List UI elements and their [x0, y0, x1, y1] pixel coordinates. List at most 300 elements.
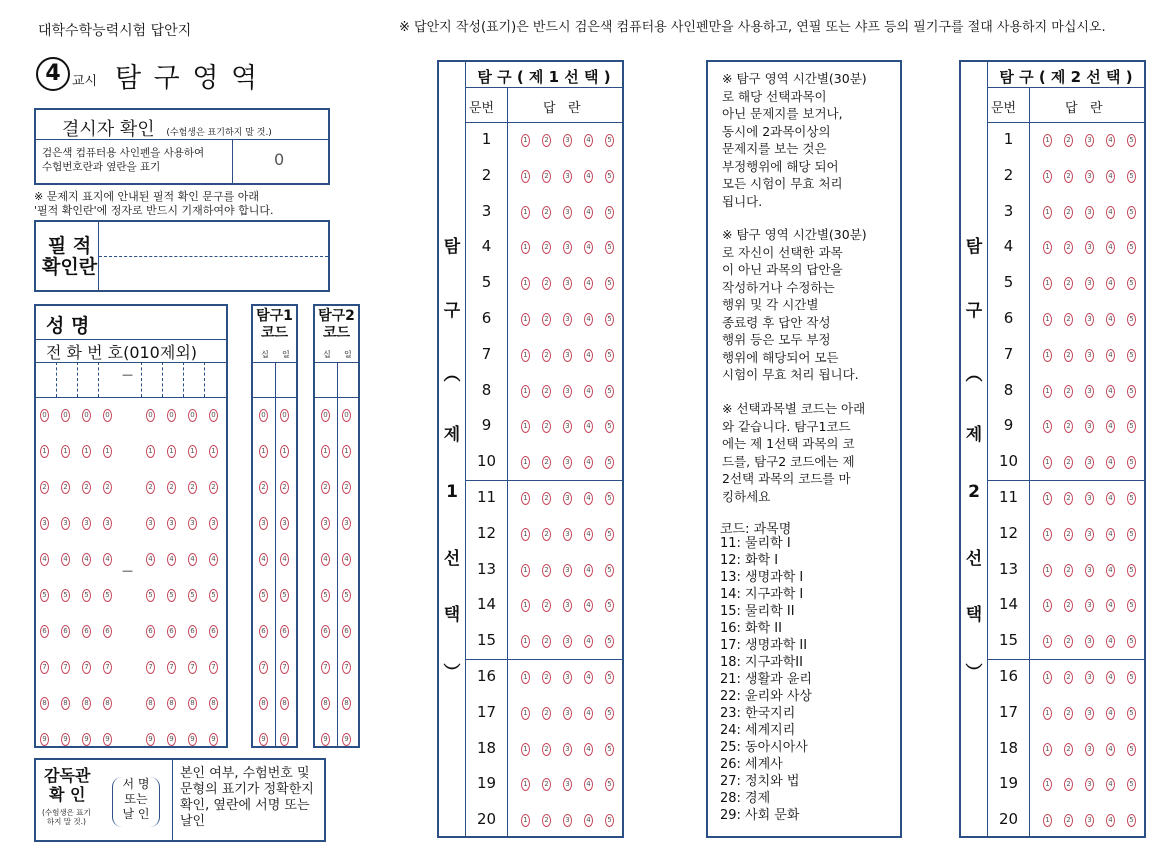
answer-bubble[interactable]: 5 [1127, 420, 1136, 433]
code-digit-bubble[interactable]: 3 [342, 517, 351, 530]
code-digit-bubble[interactable]: 2 [342, 481, 351, 494]
answer-bubble[interactable]: 4 [1106, 241, 1115, 254]
answer-bubble[interactable]: 4 [584, 778, 593, 791]
answer-bubble[interactable]: 2 [542, 385, 551, 398]
answer-bubble[interactable]: 5 [1127, 814, 1136, 827]
phone-digit-bubble[interactable]: 2 [103, 481, 112, 494]
code-digit-bubble[interactable]: 9 [259, 733, 268, 746]
answer-bubble[interactable]: 5 [1127, 277, 1136, 290]
phone-digit-bubble[interactable]: 9 [146, 733, 155, 746]
code-digit-bubble[interactable]: 4 [280, 553, 289, 566]
phone-digit-bubble[interactable]: 1 [188, 445, 197, 458]
answer-bubble[interactable]: 5 [605, 420, 614, 433]
answer-bubble[interactable]: 2 [1064, 277, 1073, 290]
phone-digit-bubble[interactable]: 7 [61, 661, 70, 674]
answer-bubble[interactable]: 3 [563, 456, 572, 469]
answer-bubble[interactable]: 1 [521, 170, 530, 183]
answer-bubble[interactable]: 4 [1106, 743, 1115, 756]
answer-bubble[interactable]: 5 [605, 349, 614, 362]
phone-digit-bubble[interactable]: 7 [188, 661, 197, 674]
answer-bubble[interactable]: 3 [563, 206, 572, 219]
code-digit-bubble[interactable]: 6 [342, 625, 351, 638]
answer-bubble[interactable]: 1 [1043, 313, 1052, 326]
phone-digit-bubble[interactable]: 1 [61, 445, 70, 458]
answer-bubble[interactable]: 2 [1064, 528, 1073, 541]
answer-bubble[interactable]: 1 [521, 814, 530, 827]
answer-bubble[interactable]: 2 [1064, 635, 1073, 648]
phone-digit-bubble[interactable]: 2 [82, 481, 91, 494]
answer-bubble[interactable]: 3 [563, 277, 572, 290]
phone-digit-bubble[interactable]: 7 [40, 661, 49, 674]
answer-bubble[interactable]: 1 [1043, 241, 1052, 254]
answer-bubble[interactable]: 1 [1043, 528, 1052, 541]
answer-bubble[interactable]: 5 [1127, 349, 1136, 362]
answer-bubble[interactable]: 2 [1064, 241, 1073, 254]
phone-digit-bubble[interactable]: 0 [146, 409, 155, 422]
code-digit-bubble[interactable]: 5 [280, 589, 289, 602]
answer-bubble[interactable]: 5 [1127, 528, 1136, 541]
answer-bubble[interactable]: 5 [605, 778, 614, 791]
answer-bubble[interactable]: 3 [1085, 420, 1094, 433]
answer-bubble[interactable]: 4 [1106, 671, 1115, 684]
answer-bubble[interactable]: 5 [1127, 313, 1136, 326]
answer-bubble[interactable]: 4 [1106, 206, 1115, 219]
answer-bubble[interactable]: 3 [1085, 778, 1094, 791]
answer-bubble[interactable]: 2 [542, 564, 551, 577]
answer-bubble[interactable]: 3 [563, 313, 572, 326]
answer-bubble[interactable]: 2 [542, 420, 551, 433]
answer-bubble[interactable]: 4 [1106, 635, 1115, 648]
answer-bubble[interactable]: 4 [584, 241, 593, 254]
answer-bubble[interactable]: 1 [521, 528, 530, 541]
answer-bubble[interactable]: 4 [584, 277, 593, 290]
answer-bubble[interactable]: 3 [1085, 814, 1094, 827]
answer-bubble[interactable]: 2 [542, 277, 551, 290]
code-digit-bubble[interactable]: 2 [321, 481, 330, 494]
answer-bubble[interactable]: 5 [605, 241, 614, 254]
code-digit-bubble[interactable]: 4 [259, 553, 268, 566]
phone-digit-bubble[interactable]: 0 [82, 409, 91, 422]
phone-digit-bubble[interactable]: 3 [103, 517, 112, 530]
phone-digit-bubble[interactable]: 5 [103, 589, 112, 602]
code-digit-bubble[interactable]: 9 [342, 733, 351, 746]
answer-bubble[interactable]: 4 [1106, 528, 1115, 541]
answer-bubble[interactable]: 1 [1043, 134, 1052, 147]
answer-bubble[interactable]: 1 [521, 206, 530, 219]
code-digit-bubble[interactable]: 9 [321, 733, 330, 746]
answer-bubble[interactable]: 1 [1043, 420, 1052, 433]
answer-bubble[interactable]: 4 [584, 456, 593, 469]
answer-bubble[interactable]: 1 [521, 349, 530, 362]
answer-bubble[interactable]: 5 [605, 528, 614, 541]
answer-bubble[interactable]: 2 [542, 599, 551, 612]
answer-bubble[interactable]: 4 [584, 599, 593, 612]
answer-bubble[interactable]: 3 [563, 707, 572, 720]
answer-bubble[interactable]: 2 [542, 707, 551, 720]
code-digit-bubble[interactable]: 0 [321, 409, 330, 422]
code-digit-bubble[interactable]: 8 [321, 697, 330, 710]
answer-bubble[interactable]: 4 [1106, 349, 1115, 362]
phone-digit-bubble[interactable]: 3 [167, 517, 176, 530]
phone-digit-bubble[interactable]: 9 [188, 733, 197, 746]
answer-bubble[interactable]: 2 [1064, 385, 1073, 398]
answer-bubble[interactable]: 1 [1043, 814, 1052, 827]
answer-bubble[interactable]: 1 [521, 241, 530, 254]
answer-bubble[interactable]: 1 [521, 564, 530, 577]
phone-digit-bubble[interactable]: 8 [146, 697, 155, 710]
answer-bubble[interactable]: 1 [1043, 456, 1052, 469]
answer-bubble[interactable]: 5 [605, 599, 614, 612]
phone-digit-bubble[interactable]: 7 [103, 661, 112, 674]
answer-bubble[interactable]: 4 [584, 635, 593, 648]
phone-digit-bubble[interactable]: 4 [82, 553, 91, 566]
answer-bubble[interactable]: 5 [1127, 743, 1136, 756]
answer-bubble[interactable]: 2 [542, 492, 551, 505]
phone-digit-bubble[interactable]: 5 [82, 589, 91, 602]
answer-bubble[interactable]: 3 [563, 420, 572, 433]
answer-bubble[interactable]: 4 [1106, 707, 1115, 720]
answer-bubble[interactable]: 4 [1106, 385, 1115, 398]
code-digit-bubble[interactable]: 1 [280, 445, 289, 458]
answer-bubble[interactable]: 5 [605, 456, 614, 469]
answer-bubble[interactable]: 2 [1064, 134, 1073, 147]
phone-digit-bubble[interactable]: 3 [209, 517, 218, 530]
code-digit-bubble[interactable]: 3 [321, 517, 330, 530]
answer-bubble[interactable]: 2 [1064, 170, 1073, 183]
phone-digit-bubble[interactable]: 1 [146, 445, 155, 458]
answer-bubble[interactable]: 1 [521, 599, 530, 612]
answer-bubble[interactable]: 4 [1106, 420, 1115, 433]
code-digit-bubble[interactable]: 6 [259, 625, 268, 638]
code-digit-bubble[interactable]: 4 [342, 553, 351, 566]
code-digit-bubble[interactable]: 3 [280, 517, 289, 530]
answer-bubble[interactable]: 2 [542, 743, 551, 756]
answer-bubble[interactable]: 2 [1064, 349, 1073, 362]
answer-bubble[interactable]: 4 [1106, 134, 1115, 147]
phone-digit-bubble[interactable]: 1 [167, 445, 176, 458]
answer-bubble[interactable]: 5 [605, 671, 614, 684]
answer-bubble[interactable]: 4 [584, 420, 593, 433]
code-digit-bubble[interactable]: 7 [342, 661, 351, 674]
answer-bubble[interactable]: 5 [1127, 492, 1136, 505]
phone-digit-bubble[interactable]: 3 [146, 517, 155, 530]
answer-bubble[interactable]: 2 [542, 635, 551, 648]
phone-digit-bubble[interactable]: 4 [103, 553, 112, 566]
answer-bubble[interactable]: 5 [605, 134, 614, 147]
answer-bubble[interactable]: 3 [1085, 671, 1094, 684]
answer-bubble[interactable]: 5 [605, 743, 614, 756]
answer-bubble[interactable]: 2 [542, 313, 551, 326]
answer-bubble[interactable]: 2 [542, 528, 551, 541]
answer-bubble[interactable]: 1 [521, 671, 530, 684]
answer-bubble[interactable]: 2 [542, 170, 551, 183]
code-digit-bubble[interactable]: 7 [259, 661, 268, 674]
code-digit-bubble[interactable]: 7 [321, 661, 330, 674]
answer-bubble[interactable]: 4 [584, 743, 593, 756]
phone-digit-bubble[interactable]: 0 [40, 409, 49, 422]
answer-bubble[interactable]: 5 [605, 313, 614, 326]
code-digit-bubble[interactable]: 4 [321, 553, 330, 566]
answer-bubble[interactable]: 1 [1043, 170, 1052, 183]
code-digit-bubble[interactable]: 5 [259, 589, 268, 602]
answer-bubble[interactable]: 3 [563, 385, 572, 398]
answer-bubble[interactable]: 1 [521, 743, 530, 756]
phone-digit-bubble[interactable]: 5 [146, 589, 155, 602]
answer-bubble[interactable]: 3 [1085, 456, 1094, 469]
code-digit-bubble[interactable]: 2 [259, 481, 268, 494]
answer-bubble[interactable]: 1 [1043, 635, 1052, 648]
answer-bubble[interactable]: 5 [605, 814, 614, 827]
phone-digit-bubble[interactable]: 9 [103, 733, 112, 746]
phone-digit-bubble[interactable]: 4 [188, 553, 197, 566]
code-digit-bubble[interactable]: 1 [321, 445, 330, 458]
answer-bubble[interactable]: 1 [1043, 599, 1052, 612]
phone-digit-bubble[interactable]: 2 [188, 481, 197, 494]
answer-bubble[interactable]: 3 [1085, 170, 1094, 183]
answer-bubble[interactable]: 1 [521, 420, 530, 433]
phone-digit-bubble[interactable]: 1 [103, 445, 112, 458]
answer-bubble[interactable]: 2 [1064, 599, 1073, 612]
phone-digit-bubble[interactable]: 8 [82, 697, 91, 710]
phone-digit-bubble[interactable]: 8 [209, 697, 218, 710]
answer-bubble[interactable]: 2 [1064, 206, 1073, 219]
phone-digit-bubble[interactable]: 9 [61, 733, 70, 746]
answer-bubble[interactable]: 2 [542, 206, 551, 219]
answer-bubble[interactable]: 1 [1043, 277, 1052, 290]
answer-bubble[interactable]: 3 [563, 671, 572, 684]
answer-bubble[interactable]: 4 [1106, 277, 1115, 290]
answer-bubble[interactable]: 2 [542, 814, 551, 827]
code-digit-bubble[interactable]: 0 [342, 409, 351, 422]
answer-bubble[interactable]: 4 [584, 134, 593, 147]
answer-bubble[interactable]: 1 [1043, 671, 1052, 684]
code-digit-bubble[interactable]: 6 [280, 625, 289, 638]
code-digit-bubble[interactable]: 1 [259, 445, 268, 458]
answer-bubble[interactable]: 1 [1043, 564, 1052, 577]
answer-bubble[interactable]: 2 [1064, 743, 1073, 756]
phone-digit-bubble[interactable]: 0 [61, 409, 70, 422]
phone-digit-bubble[interactable]: 2 [61, 481, 70, 494]
phone-digit-bubble[interactable]: 0 [103, 409, 112, 422]
answer-bubble[interactable]: 4 [584, 349, 593, 362]
answer-bubble[interactable]: 1 [1043, 206, 1052, 219]
phone-digit-bubble[interactable]: 8 [40, 697, 49, 710]
phone-digit-bubble[interactable]: 3 [82, 517, 91, 530]
phone-digit-bubble[interactable]: 2 [209, 481, 218, 494]
answer-bubble[interactable]: 3 [1085, 707, 1094, 720]
answer-bubble[interactable]: 3 [1085, 743, 1094, 756]
answer-bubble[interactable]: 4 [1106, 313, 1115, 326]
phone-digit-bubble[interactable]: 6 [82, 625, 91, 638]
answer-bubble[interactable]: 3 [1085, 134, 1094, 147]
phone-digit-bubble[interactable]: 4 [167, 553, 176, 566]
answer-bubble[interactable]: 5 [1127, 707, 1136, 720]
phone-digit-bubble[interactable]: 6 [61, 625, 70, 638]
answer-bubble[interactable]: 3 [1085, 492, 1094, 505]
phone-digit-bubble[interactable]: 2 [146, 481, 155, 494]
answer-bubble[interactable]: 3 [1085, 241, 1094, 254]
phone-digit-bubble[interactable]: 8 [61, 697, 70, 710]
answer-bubble[interactable]: 5 [605, 492, 614, 505]
answer-bubble[interactable]: 1 [521, 707, 530, 720]
phone-digit-bubble[interactable]: 1 [40, 445, 49, 458]
answer-bubble[interactable]: 2 [1064, 420, 1073, 433]
answer-bubble[interactable]: 2 [1064, 492, 1073, 505]
phone-digit-bubble[interactable]: 7 [82, 661, 91, 674]
phone-digit-bubble[interactable]: 7 [167, 661, 176, 674]
answer-bubble[interactable]: 5 [605, 206, 614, 219]
phone-digit-bubble[interactable]: 5 [61, 589, 70, 602]
phone-digit-bubble[interactable]: 3 [188, 517, 197, 530]
answer-bubble[interactable]: 3 [1085, 206, 1094, 219]
answer-bubble[interactable]: 1 [1043, 707, 1052, 720]
answer-bubble[interactable]: 3 [563, 528, 572, 541]
code-digit-bubble[interactable]: 0 [280, 409, 289, 422]
code-digit-bubble[interactable]: 5 [342, 589, 351, 602]
answer-bubble[interactable]: 1 [521, 313, 530, 326]
answer-bubble[interactable]: 3 [1085, 277, 1094, 290]
code-digit-bubble[interactable]: 9 [280, 733, 289, 746]
answer-bubble[interactable]: 3 [563, 635, 572, 648]
answer-bubble[interactable]: 5 [1127, 564, 1136, 577]
answer-bubble[interactable]: 1 [521, 385, 530, 398]
answer-bubble[interactable]: 1 [521, 492, 530, 505]
phone-digit-bubble[interactable]: 6 [146, 625, 155, 638]
answer-bubble[interactable]: 4 [1106, 170, 1115, 183]
phone-digit-bubble[interactable]: 5 [167, 589, 176, 602]
phone-digit-bubble[interactable]: 4 [40, 553, 49, 566]
answer-bubble[interactable]: 5 [605, 385, 614, 398]
answer-bubble[interactable]: 4 [584, 528, 593, 541]
answer-bubble[interactable]: 3 [563, 599, 572, 612]
code-digit-bubble[interactable]: 0 [259, 409, 268, 422]
code-digit-bubble[interactable]: 7 [280, 661, 289, 674]
phone-digit-bubble[interactable]: 6 [40, 625, 49, 638]
answer-bubble[interactable]: 3 [1085, 313, 1094, 326]
answer-bubble[interactable]: 1 [1043, 385, 1052, 398]
answer-bubble[interactable]: 1 [1043, 743, 1052, 756]
answer-bubble[interactable]: 5 [605, 277, 614, 290]
phone-digit-bubble[interactable]: 2 [40, 481, 49, 494]
answer-bubble[interactable]: 2 [1064, 814, 1073, 827]
answer-bubble[interactable]: 5 [1127, 456, 1136, 469]
answer-bubble[interactable]: 2 [542, 134, 551, 147]
phone-digit-bubble[interactable]: 9 [209, 733, 218, 746]
phone-digit-bubble[interactable]: 4 [61, 553, 70, 566]
answer-bubble[interactable]: 4 [584, 313, 593, 326]
answer-bubble[interactable]: 2 [1064, 313, 1073, 326]
answer-bubble[interactable]: 2 [542, 241, 551, 254]
answer-bubble[interactable]: 4 [1106, 599, 1115, 612]
answer-bubble[interactable]: 4 [584, 492, 593, 505]
answer-bubble[interactable]: 2 [1064, 707, 1073, 720]
code-digit-bubble[interactable]: 8 [342, 697, 351, 710]
answer-bubble[interactable]: 4 [584, 206, 593, 219]
answer-bubble[interactable]: 3 [563, 814, 572, 827]
answer-bubble[interactable]: 4 [584, 707, 593, 720]
phone-digit-bubble[interactable]: 9 [40, 733, 49, 746]
answer-bubble[interactable]: 3 [563, 241, 572, 254]
answer-bubble[interactable]: 3 [563, 778, 572, 791]
phone-digit-bubble[interactable]: 1 [82, 445, 91, 458]
handwriting-line[interactable] [99, 256, 328, 257]
answer-bubble[interactable]: 5 [605, 170, 614, 183]
answer-bubble[interactable]: 2 [542, 778, 551, 791]
answer-bubble[interactable]: 5 [1127, 206, 1136, 219]
answer-bubble[interactable]: 4 [1106, 456, 1115, 469]
answer-bubble[interactable]: 5 [1127, 241, 1136, 254]
answer-bubble[interactable]: 3 [1085, 599, 1094, 612]
phone-digit-bubble[interactable]: 6 [103, 625, 112, 638]
answer-bubble[interactable]: 4 [584, 814, 593, 827]
supervisor-sign[interactable]: 서 명 또는 날 인 [112, 777, 160, 827]
answer-bubble[interactable]: 2 [1064, 671, 1073, 684]
phone-digit-bubble[interactable]: 2 [167, 481, 176, 494]
answer-bubble[interactable]: 1 [1043, 492, 1052, 505]
code-digit-bubble[interactable]: 5 [321, 589, 330, 602]
answer-bubble[interactable]: 3 [1085, 635, 1094, 648]
phone-digit-bubble[interactable]: 0 [188, 409, 197, 422]
code-digit-bubble[interactable]: 2 [280, 481, 289, 494]
answer-bubble[interactable]: 2 [542, 456, 551, 469]
phone-digit-bubble[interactable]: 9 [82, 733, 91, 746]
answer-bubble[interactable]: 5 [1127, 635, 1136, 648]
answer-bubble[interactable]: 2 [1064, 564, 1073, 577]
phone-digit-bubble[interactable]: 5 [209, 589, 218, 602]
answer-bubble[interactable]: 4 [584, 564, 593, 577]
answer-bubble[interactable]: 3 [563, 564, 572, 577]
answer-bubble[interactable]: 3 [563, 134, 572, 147]
phone-digit-bubble[interactable]: 9 [167, 733, 176, 746]
answer-bubble[interactable]: 1 [521, 456, 530, 469]
answer-bubble[interactable]: 5 [1127, 385, 1136, 398]
phone-digit-bubble[interactable]: 3 [40, 517, 49, 530]
code-digit-bubble[interactable]: 8 [259, 697, 268, 710]
answer-bubble[interactable]: 4 [1106, 492, 1115, 505]
answer-bubble[interactable]: 5 [1127, 134, 1136, 147]
answer-bubble[interactable]: 5 [1127, 778, 1136, 791]
phone-digit-bubble[interactable]: 6 [209, 625, 218, 638]
answer-bubble[interactable]: 3 [563, 349, 572, 362]
answer-bubble[interactable]: 4 [584, 170, 593, 183]
phone-digit-bubble[interactable]: 8 [188, 697, 197, 710]
answer-bubble[interactable]: 4 [584, 385, 593, 398]
answer-bubble[interactable]: 4 [1106, 814, 1115, 827]
answer-bubble[interactable]: 1 [521, 277, 530, 290]
answer-bubble[interactable]: 3 [563, 743, 572, 756]
answer-bubble[interactable]: 3 [563, 492, 572, 505]
phone-digit-bubble[interactable]: 6 [188, 625, 197, 638]
phone-digit-bubble[interactable]: 5 [40, 589, 49, 602]
answer-bubble[interactable]: 3 [1085, 564, 1094, 577]
answer-bubble[interactable]: 5 [1127, 170, 1136, 183]
phone-digit-bubble[interactable]: 7 [209, 661, 218, 674]
answer-bubble[interactable]: 1 [521, 635, 530, 648]
answer-bubble[interactable]: 5 [605, 635, 614, 648]
answer-bubble[interactable]: 1 [1043, 349, 1052, 362]
phone-digit-bubble[interactable]: 4 [209, 553, 218, 566]
phone-digit-bubble[interactable]: 4 [146, 553, 155, 566]
phone-digit-bubble[interactable]: 1 [209, 445, 218, 458]
answer-bubble[interactable]: 3 [563, 170, 572, 183]
phone-digit-bubble[interactable]: 8 [167, 697, 176, 710]
answer-bubble[interactable]: 3 [1085, 385, 1094, 398]
answer-bubble[interactable]: 5 [605, 564, 614, 577]
answer-bubble[interactable]: 5 [605, 707, 614, 720]
code-digit-bubble[interactable]: 1 [342, 445, 351, 458]
phone-digit-bubble[interactable]: 0 [167, 409, 176, 422]
answer-bubble[interactable]: 4 [584, 671, 593, 684]
